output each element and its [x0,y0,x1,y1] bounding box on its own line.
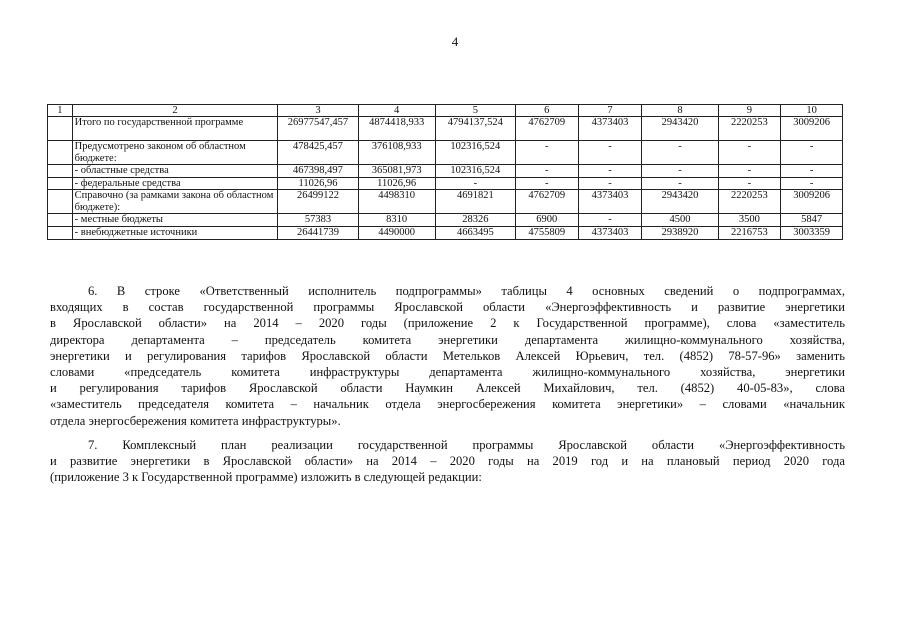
value-cell: - [578,165,642,178]
table-row [48,165,843,178]
column-header: 8 [642,105,718,117]
value-cell: 4500 [642,214,718,227]
row-index-cell [48,165,73,178]
column-header: 10 [781,105,843,117]
value-cell: 28326 [435,214,515,227]
value-cell: 3500 [718,214,781,227]
value-cell: 5847 [781,214,843,227]
table-row [48,177,843,190]
paragraph-line: 6. В строке «Ответственный исполнитель подпрограммы» таблицы 4 основных сведений о подпрограммах, [88,284,845,298]
value-cell: 478425,457 [278,141,358,165]
column-header: 2 [72,105,278,117]
table-row [48,190,843,214]
value-cell: - [435,177,515,190]
row-index-cell [48,214,73,227]
row-index-cell [48,141,73,165]
table-row [48,117,843,141]
value-cell: 2943420 [642,117,718,141]
value-cell: - [718,177,781,190]
row-index-cell [48,190,73,214]
row-index-cell [48,177,73,190]
paragraph-line: словами «председатель комитета инфраструктуры департамента жилищно-коммунального хозяйства, энергетики [50,365,845,380]
value-cell: 4691821 [435,190,515,214]
value-cell: 3009206 [781,117,843,141]
value-cell: 4498310 [358,190,435,214]
value-cell: 3009206 [781,190,843,214]
value-cell: 4490000 [358,227,435,240]
paragraph-line: и развитие энергетики в Ярославской области» на 2014 – 2020 годы на 2019 год и на плановый период 2020 года [50,454,845,469]
value-cell: - [578,177,642,190]
row-label: - федеральные средства [72,177,278,190]
paragraph-line: директора департамента – председатель комитета энергетики департамента жилищно-коммунального хозяйства, [50,332,845,347]
column-header: 7 [578,105,642,117]
value-cell: 26441739 [278,227,358,240]
value-cell: - [781,165,843,178]
paragraph-line: «заместитель председателя комитета – начальник отдела энергосбережения комитета энергетики» – словами «начальник [50,397,845,412]
column-header: 6 [515,105,578,117]
value-cell: 2943420 [642,190,718,214]
value-cell: 4373403 [578,190,642,214]
paragraph-6 [50,283,845,429]
value-cell: 2216753 [718,227,781,240]
table-row [48,227,843,240]
row-label: - внебюджетные источники [72,227,278,240]
value-cell: - [642,141,718,165]
value-cell: - [515,177,578,190]
value-cell: 11026,96 [358,177,435,190]
row-index-cell [48,117,73,141]
paragraph-7 [50,437,845,486]
column-header: 5 [435,105,515,117]
value-cell: 4373403 [578,117,642,141]
value-cell: - [515,165,578,178]
paragraph-line: входящих в состав государственной программы Ярославской области «Энергоэффективность и развитие энергетики [50,300,845,315]
value-cell: 102316,524 [435,165,515,178]
value-cell: - [578,141,642,165]
value-cell: 26499122 [278,190,358,214]
table-header-row [48,105,843,117]
value-cell: 467398,497 [278,165,358,178]
value-cell: 4874418,933 [358,117,435,141]
value-cell: - [642,177,718,190]
value-cell: 2938920 [642,227,718,240]
value-cell: - [515,141,578,165]
value-cell: - [781,177,843,190]
budget-table [47,104,843,240]
row-label: Предусмотрено законом об областном бюджете: [72,141,278,165]
value-cell: 8310 [358,214,435,227]
value-cell: 57383 [278,214,358,227]
value-cell: 2220253 [718,190,781,214]
row-label: - местные бюджеты [72,214,278,227]
column-header: 3 [278,105,358,117]
value-cell: 4762709 [515,117,578,141]
value-cell: 4762709 [515,190,578,214]
value-cell: - [718,165,781,178]
row-label: - областные средства [72,165,278,178]
value-cell: - [578,214,642,227]
value-cell: 26977547,457 [278,117,358,141]
page-number: 4 [451,34,459,49]
value-cell: 4663495 [435,227,515,240]
value-cell: 376108,933 [358,141,435,165]
paragraph-line: и регулирования тарифов Ярославской области Наумкин Алексей Михайлович, тел. (4852) 40-05-83», слова [50,381,845,396]
paragraph-line: в Ярославской области» на 2014 – 2020 годы (приложение 2 к Государственной программе), слова «заместитель [50,316,845,331]
value-cell: 3003359 [781,227,843,240]
paragraph-line: (приложение 3 к Государственной программе) изложить в следующей редакции: [50,470,482,485]
row-index-cell [48,227,73,240]
value-cell: 4373403 [578,227,642,240]
paragraph-line: энергетики и регулирования тарифов Ярославской области Метельков Алексей Юрьевич, тел. (4852) 78-57-96» заменить [50,348,845,363]
column-header: 4 [358,105,435,117]
column-header: 9 [718,105,781,117]
value-cell: - [642,165,718,178]
value-cell: 365081,973 [358,165,435,178]
column-header: 1 [48,105,73,117]
value-cell: 102316,524 [435,141,515,165]
paragraph-line: 7. Комплексный план реализации государственной программы Ярославской области «Энергоэффективность [88,438,845,452]
value-cell: - [781,141,843,165]
table-row [48,141,843,165]
value-cell: 11026,96 [278,177,358,190]
value-cell: 4755809 [515,227,578,240]
row-label: Справочно (за рамками закона об областном бюджете): [72,190,278,214]
value-cell: 6900 [515,214,578,227]
value-cell: 2220253 [718,117,781,141]
value-cell: 4794137,524 [435,117,515,141]
value-cell: - [718,141,781,165]
row-label: Итого по государственной программе [72,117,278,141]
table-row [48,214,843,227]
paragraph-line: отдела энергосбережения комитета инфраструктуры». [50,413,341,428]
